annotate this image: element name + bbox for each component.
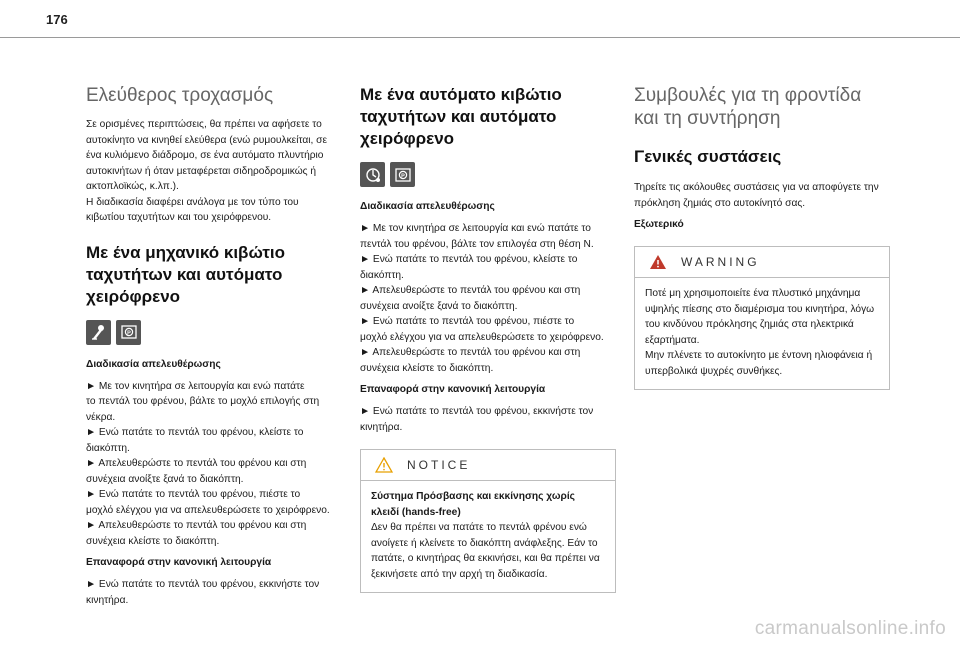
warning-header [635, 247, 889, 278]
notice-line: ξεκινήσετε από την αρχή τη διαδικασία. [371, 568, 548, 580]
step-line: ► Με τον κινητήρα σε λειτουργία και ενώ πατάτε το [360, 223, 591, 234]
notice-line: Δεν θα πρέπει να πατάτε το πεντάλ φρένου ενώ [371, 522, 587, 533]
restore-steps [86, 577, 348, 608]
text-line: ένα κυλιόμενο διάδρομο, σε ένα αυτόματο πλυντήριο [86, 150, 324, 161]
step-line: μοχλό ελέγχου για να απελευθερώσετε το χειρόφρενο. [86, 504, 330, 516]
warning-line: Ποτέ μη χρησιμοποιείτε ένα πλυστικό μηχάνημα [645, 288, 861, 299]
exterior-heading: Εξωτερικό [634, 219, 684, 230]
warning-line: υψηλής πίεσης στο διαμέρισμα του κινητήρα, λόγω [645, 303, 875, 315]
step-line: συνέχεια κλείστε το διακόπτη. [86, 535, 220, 547]
icon-row [360, 162, 616, 187]
heading-line: Με ένα μηχανικό κιβώτιο [86, 242, 286, 262]
step-line: διακόπτη. [86, 442, 130, 454]
step-line: ► Απελευθερώστε το πεντάλ του φρένου και στη [86, 520, 307, 531]
restore-heading: Επαναφορά στην κανονική λειτουργία [360, 384, 546, 395]
unlock-procedure-steps [86, 379, 348, 550]
manual-gearbox-icon [86, 320, 111, 345]
unlock-procedure-heading: Διαδικασία απελευθέρωσης [360, 201, 495, 212]
notice-line: ανοίγετε ή κλείνετε το διακόπτη ανάφλεξης. Εάν το [371, 537, 598, 549]
recommendations-intro [634, 180, 890, 211]
text-line: κιβωτίου ταχυτήτων και του χειρόφρενου. [86, 212, 272, 223]
title-line: και τη συντήρηση [634, 108, 781, 129]
step-line: ► Απελευθερώστε το πεντάλ του φρένου και στη [360, 285, 581, 296]
warning-body [645, 286, 879, 379]
warning-line: υπερβολικά ψυχρές συνθήκες. [645, 365, 783, 377]
warning-icon [649, 254, 667, 270]
heading-general-recommendations: Γενικές συστάσεις [634, 147, 782, 166]
step-line: συνέχεια ανοίξτε ξανά το διακόπτη. [86, 473, 244, 485]
notice-bold-line: Σύστημα Πρόσβασης και εκκίνησης χωρίς [371, 491, 575, 502]
notice-icon [375, 457, 393, 473]
heading-line: χειρόφρενο [86, 286, 181, 306]
notice-box [360, 449, 616, 593]
text-line: αυτοκίνητο να κινηθεί ελεύθερα (ενώ ρυμουλκείται, σε [86, 134, 328, 146]
step-line: ► Ενώ πατάτε το πεντάλ του φρένου, κλείστε το [86, 427, 304, 438]
text-line: πρόκληση ζημιάς στο αυτοκίνητό σας. [634, 197, 806, 209]
warning-line: του κινδύνου πρόκλησης ζημιάς στα ηλεκτρικά [645, 319, 854, 330]
unlock-procedure-heading: Διαδικασία απελευθέρωσης [86, 358, 221, 370]
restore-heading: Επαναφορά στην κανονική λειτουργία [86, 557, 272, 568]
step-line: το πεντάλ του φρένου, βάλτε το μοχλό επιλογής στη [86, 396, 320, 407]
icon-row [86, 320, 348, 345]
step-line: ► Ενώ πατάτε το πεντάλ του φρένου, εκκινήστε τον [86, 579, 320, 590]
parking-brake-icon [116, 320, 141, 345]
notice-label: NOTICE [407, 458, 471, 472]
heading-line: Με ένα αυτόματο κιβώτιο [360, 85, 562, 104]
notice-header [361, 450, 615, 481]
heading-line: ταχυτήτων και αυτόματο [360, 107, 557, 126]
section-title-care-tips [634, 84, 890, 130]
step-line: διακόπτη. [360, 269, 404, 281]
step-line: ► Ενώ πατάτε το πεντάλ του φρένου, κλείστε το [360, 254, 578, 265]
step-line: ► Ενώ πατάτε το πεντάλ του φρένου, πιέστε το [360, 316, 575, 327]
warning-line: εξαρτήματα. [645, 334, 700, 346]
notice-body [371, 489, 605, 582]
heading-line: χειρόφρενο [360, 129, 455, 148]
heading-manual-gearbox [86, 242, 348, 308]
text-line: Η διαδικασία διαφέρει ανάλογα με τον τύπο του [86, 196, 299, 208]
step-line: ► Απελευθερώστε το πεντάλ του φρένου και στη [86, 458, 307, 469]
text-line: ακτοπλοϊκώς, κ.λπ.). [86, 181, 179, 192]
text-line: Σε ορισμένες περιπτώσεις, θα πρέπει να αφήσετε το [86, 119, 322, 130]
watermark: carmanualsonline.info [754, 618, 946, 639]
column-3 [634, 84, 890, 390]
step-line: κινητήρα. [360, 421, 403, 433]
section-title-free-wheeling: Ελεύθερος τροχασμός [86, 85, 274, 106]
heading-line: ταχυτήτων και αυτόματο [86, 264, 283, 284]
step-line: συνέχεια ανοίξτε ξανά το διακόπτη. [360, 300, 518, 312]
heading-automatic-gearbox [360, 84, 616, 150]
warning-box [634, 246, 890, 390]
parking-brake-icon [390, 162, 415, 187]
svg-text:P: P [400, 172, 405, 179]
text-line: αυτοκινήτων ή όταν μεταφέρεται σιδηροδρομικώς ή [86, 165, 317, 177]
svg-text:P: P [126, 330, 131, 337]
step-line: ► Ενώ πατάτε το πεντάλ του φρένου, εκκινήστε τον [360, 406, 594, 417]
step-line: συνέχεια κλείστε το διακόπτη. [360, 362, 494, 374]
page-number: 176 [46, 12, 68, 27]
step-line: ► Απελευθερώστε το πεντάλ του φρένου και στη [360, 347, 581, 358]
restore-steps [360, 404, 616, 435]
step-line: ► Ενώ πατάτε το πεντάλ του φρένου, πιέστε το [86, 489, 301, 500]
column-1 [86, 84, 348, 608]
text-line: Τηρείτε τις ακόλουθες συστάσεις για να αποφύγετε την [634, 182, 879, 193]
notice-bold-line: κλειδί (hands-free) [371, 506, 461, 518]
column-2 [360, 84, 616, 593]
intro-paragraph [86, 117, 348, 226]
top-rule [0, 37, 960, 38]
step-line: μοχλό ελέγχου για να απελευθερώσετε το χειρόφρενο. [360, 331, 604, 343]
unlock-procedure-steps [360, 221, 616, 376]
automatic-gearbox-icon [360, 162, 385, 187]
notice-line: πατάτε, ο κινητήρας θα εκκινήσει, και θα πρέπει να [371, 553, 600, 564]
step-line: πεντάλ του φρένου, βάλτε τον επιλογέα στη θέση N. [360, 238, 594, 250]
step-line: κινητήρα. [86, 594, 129, 606]
step-line: ► Με τον κινητήρα σε λειτουργία και ενώ πατάτε [86, 380, 305, 392]
warning-label: WARNING [681, 255, 760, 269]
warning-line: Μην πλένετε το αυτοκίνητο με έντονη ηλιοφάνεια ή [645, 350, 873, 361]
title-line: Συμβουλές για τη φροντίδα [634, 85, 862, 106]
step-line: νέκρα. [86, 411, 116, 423]
